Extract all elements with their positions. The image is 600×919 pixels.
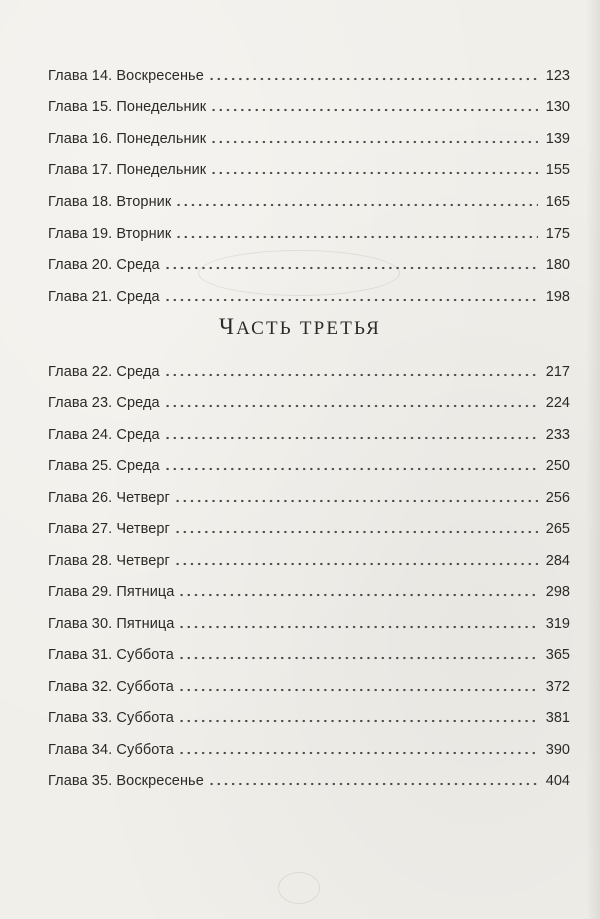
toc-entry-page: 175 <box>545 225 570 242</box>
toc-entry <box>48 695 570 727</box>
dot-leader <box>174 530 538 534</box>
toc-entry-title: Глава 16. Понедельник <box>48 130 207 147</box>
toc-entry-title: Глава 28. Четверг <box>48 552 170 569</box>
dot-leader <box>164 467 538 471</box>
toc-entry-page: 224 <box>545 395 570 411</box>
dot-leader <box>174 562 538 566</box>
toc-entry <box>48 411 570 443</box>
toc-entry <box>48 663 570 695</box>
toc-entry <box>48 273 570 305</box>
part-three-heading-rest: АСТЬ ТРЕТЬЯ <box>236 318 382 339</box>
toc-entry-title: Глава 31. Суббота <box>48 647 174 663</box>
toc-entry-title: Глава 15. Понедельник <box>48 99 207 116</box>
toc-list-part-three <box>48 348 570 789</box>
dot-leader <box>164 266 538 270</box>
toc-entry-page: 155 <box>545 162 570 179</box>
toc-entry-page: 319 <box>545 615 570 632</box>
toc-entry <box>48 537 570 569</box>
dot-leader <box>164 404 538 408</box>
toc-entry-title: Глава 20. Среда <box>48 257 160 274</box>
toc-entry <box>48 474 570 506</box>
toc-entry-page: 404 <box>545 773 570 789</box>
page-edge-shadow <box>586 0 600 919</box>
toc-entry-title: Глава 19. Вторник <box>48 225 172 242</box>
toc-entry-title: Глава 24. Среда <box>48 426 160 443</box>
toc-entry <box>48 52 570 84</box>
toc-list-part-two <box>48 52 570 305</box>
toc-entry-title: Глава 30. Пятница <box>48 615 175 632</box>
dot-leader <box>175 203 538 207</box>
toc-entry-page: 381 <box>545 710 570 726</box>
toc-entry-page: 390 <box>545 741 570 758</box>
dot-leader <box>164 298 538 302</box>
toc-entry-page: 250 <box>545 458 570 474</box>
dot-leader <box>208 782 538 786</box>
toc-entry <box>48 600 570 632</box>
toc-entry-page: 284 <box>545 552 570 569</box>
dot-leader <box>178 625 538 629</box>
toc-entry-title: Глава 14. Воскресенье <box>48 67 204 84</box>
toc-entry-title: Глава 26. Четверг <box>48 489 170 506</box>
toc-entry <box>48 758 570 790</box>
dot-leader <box>210 140 538 144</box>
toc-entry-title: Глава 33. Суббота <box>48 710 174 726</box>
toc-entry-title: Глава 27. Четверг <box>48 521 170 537</box>
dot-leader <box>178 719 538 723</box>
toc-entry-page: 298 <box>545 584 570 600</box>
toc-entry-title: Глава 17. Понедельник <box>48 162 207 179</box>
toc-entry-title: Глава 18. Вторник <box>48 193 172 210</box>
dot-leader <box>210 108 538 112</box>
toc-entry <box>48 348 570 380</box>
toc-entry-page: 217 <box>545 363 570 380</box>
toc-entry <box>48 178 570 210</box>
toc-entry <box>48 115 570 147</box>
toc-entry-page: 130 <box>545 99 570 116</box>
bleed-through-page-badge <box>278 872 320 904</box>
toc-entry-title: Глава 21. Среда <box>48 288 160 305</box>
toc-entry <box>48 147 570 179</box>
dot-leader <box>178 751 538 755</box>
dot-leader <box>178 593 538 597</box>
dot-leader <box>210 171 538 175</box>
toc-entry <box>48 380 570 412</box>
toc-entry-page: 256 <box>545 489 570 506</box>
toc-entry <box>48 84 570 116</box>
toc-entry-title: Глава 34. Суббота <box>48 741 174 758</box>
toc-entry <box>48 632 570 664</box>
toc-entry <box>48 443 570 475</box>
toc-entry-title: Глава 35. Воскресенье <box>48 773 204 789</box>
toc-entry-page: 372 <box>545 678 570 695</box>
toc-entry <box>48 506 570 538</box>
dot-leader <box>175 235 538 239</box>
toc-entry-title: Глава 23. Среда <box>48 395 160 411</box>
toc-entry-page: 265 <box>545 521 570 537</box>
toc-entry <box>48 569 570 601</box>
dot-leader <box>164 436 538 440</box>
dot-leader <box>164 373 538 377</box>
toc-entry-title: Глава 25. Среда <box>48 458 160 474</box>
toc-entry-page: 139 <box>545 130 570 147</box>
toc-entry-title: Глава 22. Среда <box>48 363 160 380</box>
toc-entry-page: 365 <box>545 647 570 663</box>
dot-leader <box>178 656 538 660</box>
dot-leader <box>208 77 538 81</box>
toc-entry-page: 198 <box>545 288 570 305</box>
toc-entry <box>48 242 570 274</box>
toc-entry-title: Глава 32. Суббота <box>48 678 174 695</box>
toc-entry-page: 233 <box>545 426 570 443</box>
toc-entry <box>48 726 570 758</box>
toc-entry-title: Глава 29. Пятница <box>48 584 175 600</box>
toc-entry-page: 123 <box>545 67 570 84</box>
dot-leader <box>178 688 538 692</box>
part-three-heading <box>0 314 600 340</box>
dot-leader <box>174 499 538 503</box>
toc-entry <box>48 210 570 242</box>
part-three-heading-initial: Ч <box>218 314 237 339</box>
toc-entry-page: 165 <box>545 193 570 210</box>
toc-entry-page: 180 <box>545 257 570 274</box>
